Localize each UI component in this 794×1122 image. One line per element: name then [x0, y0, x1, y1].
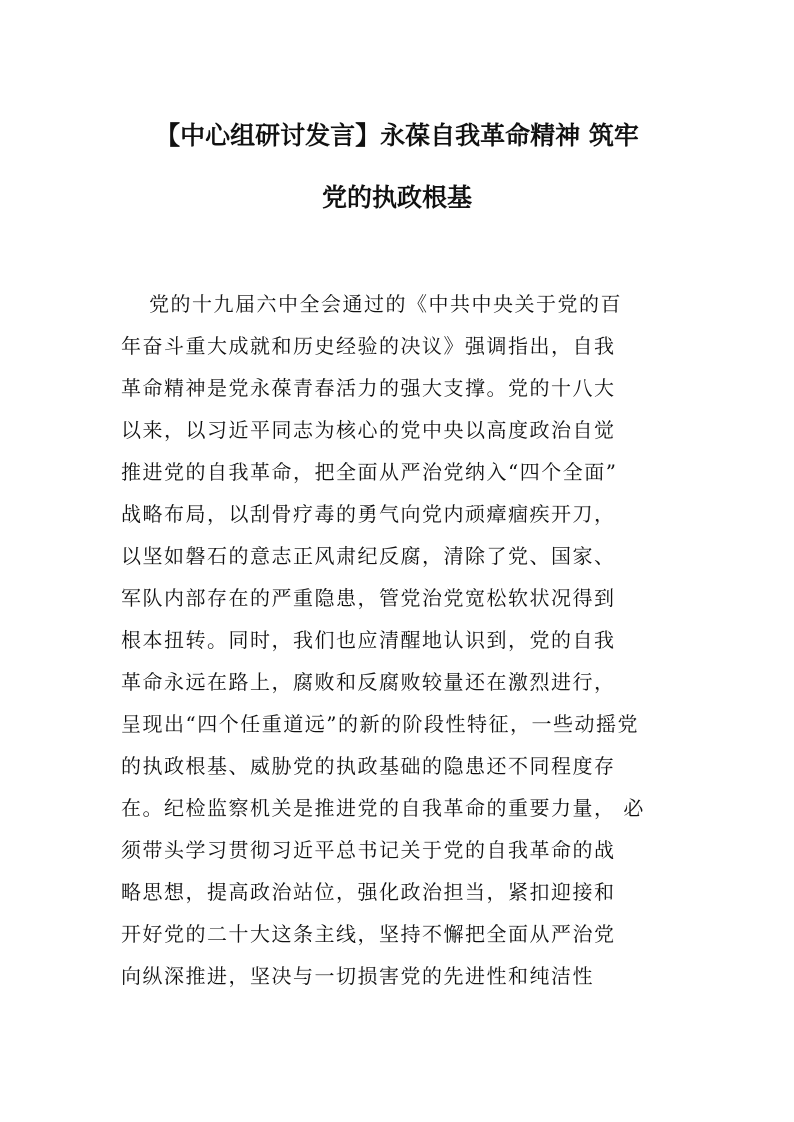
body-line: 年奋斗重大成就和历史经验的决议》强调指出，自我: [121, 334, 616, 358]
body-line: 战略布局，以刮骨疗毒的勇气向党内顽瘴痼疾开刀，: [121, 502, 616, 526]
body-line: 须带头学习贯彻习近平总书记关于党的自我革命的战: [121, 838, 616, 862]
body-line: 的执政根基、威胁党的执政基础的隐患还不同程度存: [121, 754, 616, 778]
title-line-1: 【中心组研讨发言】永葆自我革命精神 筑牢: [155, 121, 639, 150]
body-line: 推进党的自我革命，把全面从严治党纳入“四个全面”: [121, 460, 618, 484]
body-line: 开好党的二十大这条主线，坚持不懈把全面从严治党: [121, 922, 616, 946]
body-line: 向纵深推进，坚决与一切损害党的先进性和纯洁性: [121, 964, 594, 988]
body-line: 军队内部存在的严重隐患，管党治党宽松软状况得到: [121, 586, 616, 610]
document-body: [121, 283, 681, 997]
body-line: 根本扭转。同时，我们也应清醒地认识到，党的自我: [121, 628, 616, 652]
body-line: 革命精神是党永葆青春活力的强大支撑。党的十八大: [121, 376, 616, 400]
body-line: 以坚如磐石的意志正风肃纪反腐，清除了党、国家、: [121, 544, 616, 568]
title-line-2: 党的执政根基: [321, 183, 472, 212]
body-line: 以来，以习近平同志为核心的党中央以高度政治自觉: [121, 418, 616, 442]
document-title: [100, 105, 694, 229]
body-line: 略思想，提高政治站位，强化政治担当，紧扣迎接和: [121, 880, 616, 904]
body-line: 革命永远在路上，腐败和反腐败较量还在激烈进行，: [121, 670, 616, 694]
body-line: 党的十九届六中全会通过的《中共中央关于党的百: [149, 292, 622, 316]
body-line: 呈现出“四个任重道远”的新的阶段性特征，一些动摇党: [121, 712, 639, 736]
body-line: 在。纪检监察机关是推进党的自我革命的重要力量， 必: [121, 796, 645, 820]
